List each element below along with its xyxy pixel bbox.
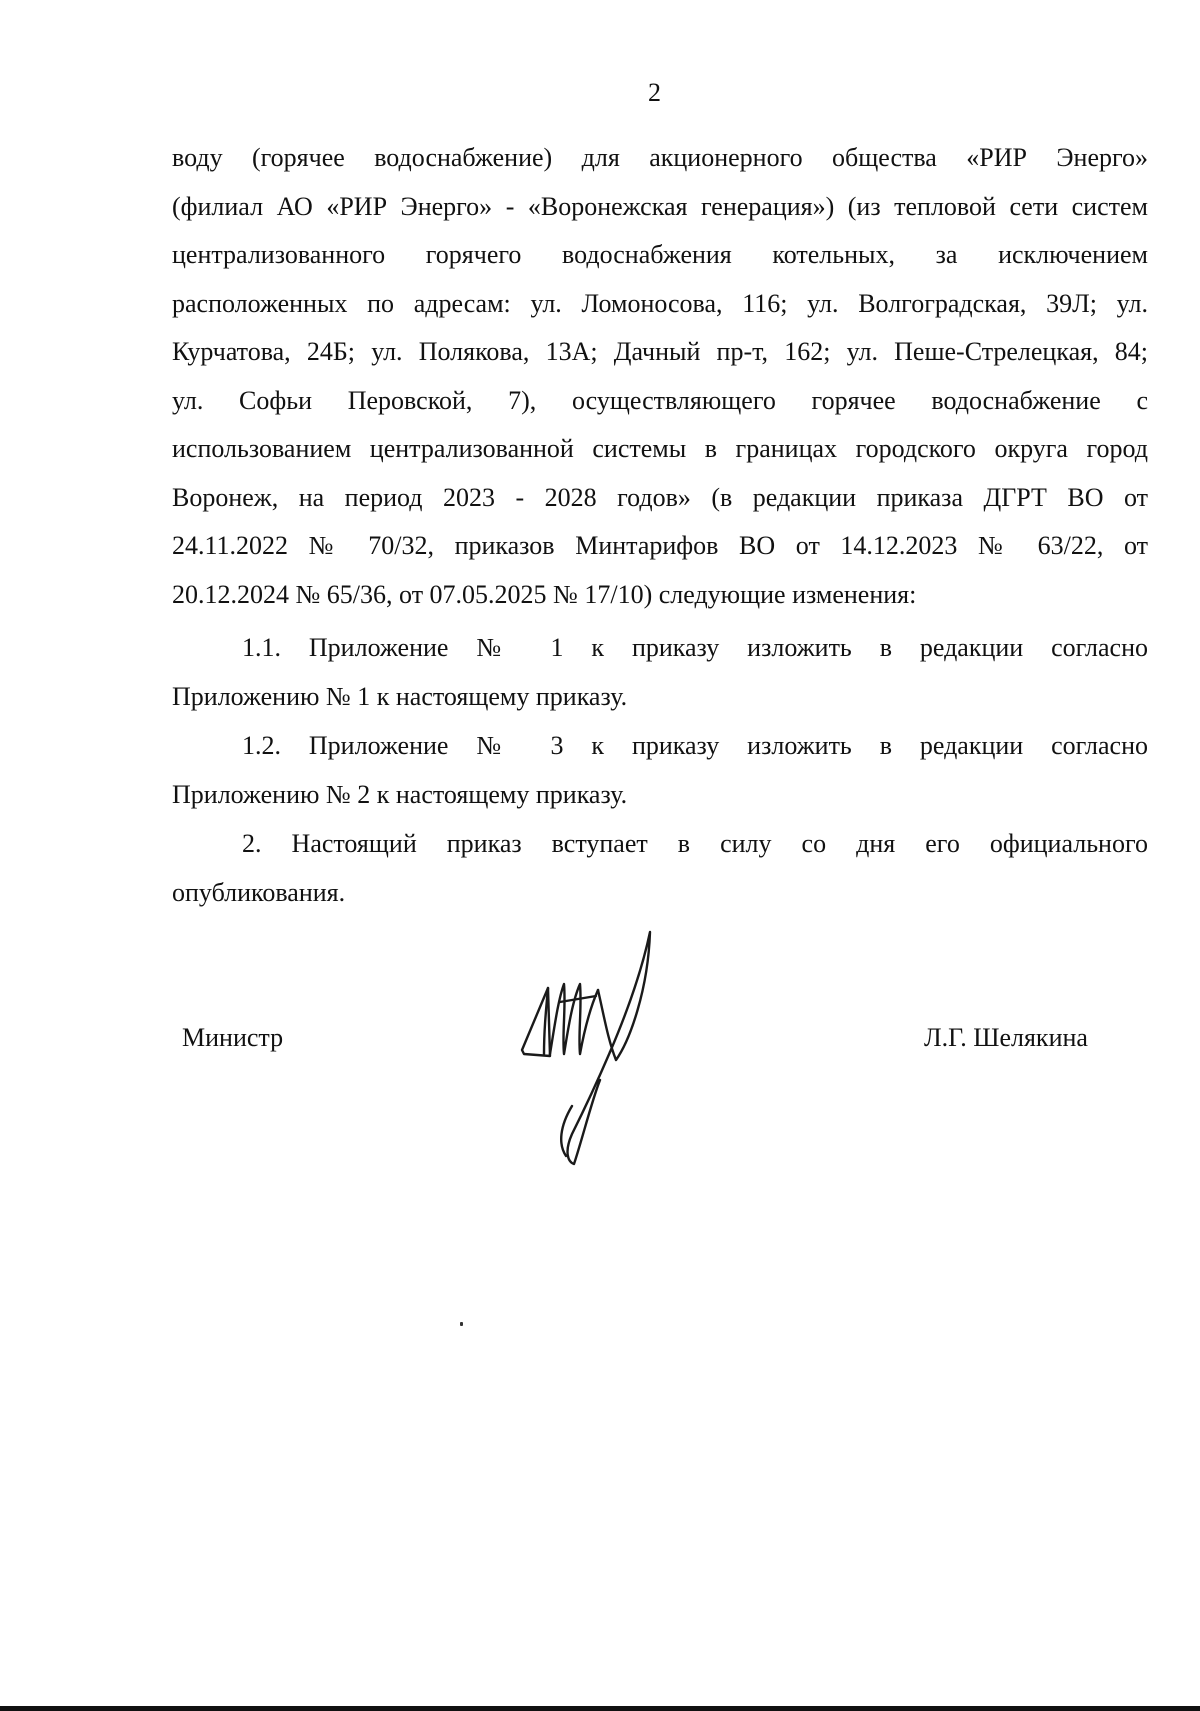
- scan-speck: [460, 1322, 463, 1326]
- body-line: централизованного горячего водоснабжения котельных, за исключением: [172, 240, 1148, 269]
- body-line: 24.11.2022 № 70/32, приказов Минтарифов ВО от 14.12.2023 № 63/22, от: [172, 531, 1148, 560]
- signatory-title: Министр: [182, 1023, 284, 1052]
- item-line: 1.1. Приложение № 1 к приказу изложить в редакции согласно: [242, 633, 1148, 662]
- item-1-1: [172, 624, 1148, 721]
- body-line: расположенных по адресам: ул. Ломоносова, 116; ул. Волгоградская, 39Л; ул.: [172, 288, 1148, 318]
- body-line: 20.12.2024 № 65/36, от 07.05.2025 № 17/10) следующие изменения:: [172, 579, 917, 609]
- body-line: ул. Софьи Перовской, 7), осуществляющего горячее водоснабжение с: [172, 385, 1148, 415]
- page-number: 2: [648, 78, 661, 107]
- item-line: Приложению № 2 к настоящему приказу.: [172, 779, 628, 809]
- signatory-name: Л.Г. Шелякина: [924, 1023, 1088, 1052]
- body-line: использованием централизованной системы в границах городского округа город: [172, 434, 1148, 463]
- scan-edge: [0, 1706, 1200, 1711]
- handwritten-signature-icon: [500, 930, 700, 1170]
- item-line: 1.2. Приложение № 3 к приказу изложить в редакции согласно: [242, 731, 1148, 760]
- item-1-2: [172, 722, 1148, 819]
- item-line: Приложению № 1 к настоящему приказу.: [172, 681, 628, 711]
- body-line: Воронеж, на период 2023 - 2028 годов» (в редакции приказа ДГРТ ВО от: [172, 482, 1148, 512]
- item-line: 2. Настоящий приказ вступает в силу со дня его официального: [242, 829, 1148, 858]
- item-2: [172, 820, 1148, 917]
- body-line: Курчатова, 24Б; ул. Полякова, 13А; Дачный пр-т, 162; ул. Пеше-Стрелецкая, 84;: [172, 337, 1148, 366]
- item-line: опубликования.: [172, 877, 346, 907]
- body-paragraph: [172, 134, 1148, 619]
- body-line: воду (горячее водоснабжение) для акционерного общества «РИР Энерго»: [172, 143, 1148, 172]
- body-line: (филиал АО «РИР Энерго» - «Воронежская генерация») (из тепловой сети систем: [172, 191, 1148, 221]
